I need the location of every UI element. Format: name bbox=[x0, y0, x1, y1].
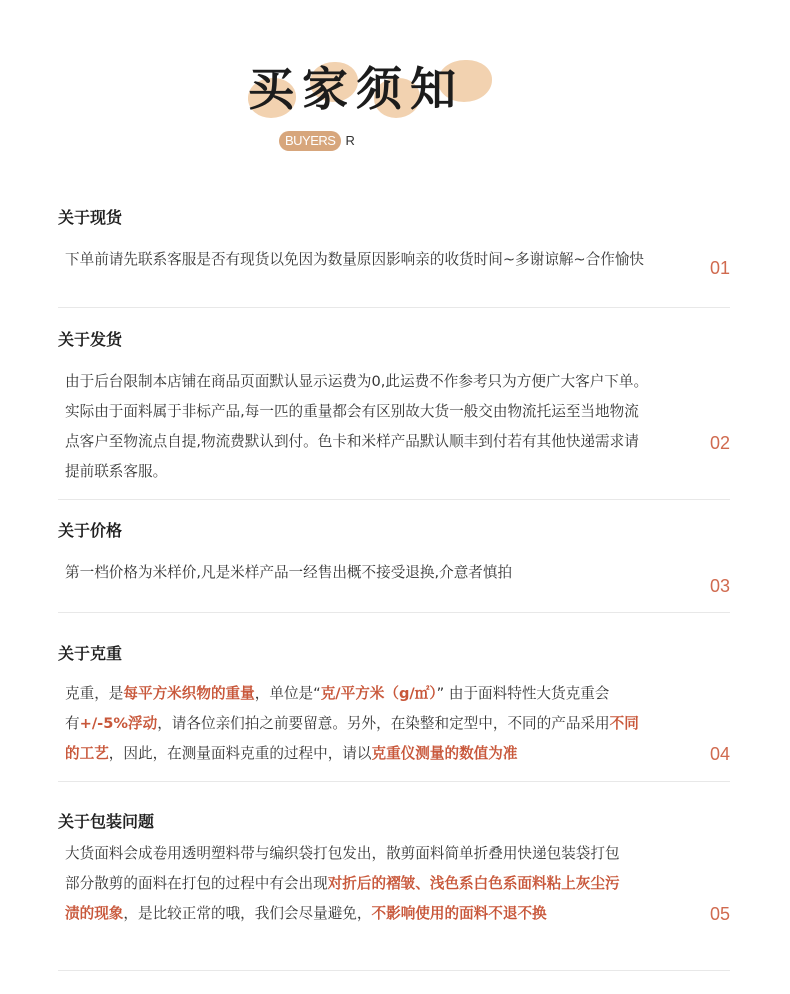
body-line: 提前联系客服。 bbox=[65, 463, 168, 480]
section-price bbox=[58, 519, 730, 599]
section-title: 关于包装问题 bbox=[58, 812, 155, 831]
divider bbox=[58, 781, 730, 782]
text: ，请各位亲们拍之前要留意。另外，在染整和定型中，不同的产品采用 bbox=[157, 715, 610, 732]
body-line: 实际由于面料属于非标产品,每一匹的重量都会有区别故大货一般交由物流托运至当地物流 bbox=[65, 403, 639, 420]
section-number: 01 bbox=[709, 258, 730, 278]
section-title: 关于价格 bbox=[58, 521, 123, 540]
highlight-text: 克重仪测量的数值为准 bbox=[371, 745, 518, 762]
text: 有 bbox=[65, 715, 80, 732]
section-title: 关于现货 bbox=[58, 208, 123, 227]
section-body bbox=[65, 558, 695, 588]
subtitle-rest: R bbox=[345, 133, 355, 148]
highlight-text: 不同 bbox=[609, 715, 639, 732]
body-line bbox=[65, 709, 695, 739]
subtitle-pill: BUYERS bbox=[279, 131, 341, 151]
text: 部分散剪的面料在打包的过程中有会出现 bbox=[65, 875, 328, 892]
body-line bbox=[65, 869, 695, 899]
section-body bbox=[65, 839, 695, 929]
body-line bbox=[65, 679, 695, 709]
divider bbox=[58, 499, 730, 500]
section-weight bbox=[58, 642, 730, 772]
text: ，单位是“ bbox=[254, 685, 321, 702]
section-number: 02 bbox=[709, 433, 730, 453]
page-title: 买家须知 bbox=[248, 62, 464, 116]
subtitle bbox=[279, 131, 355, 151]
section-shipping bbox=[58, 328, 730, 488]
text: ，因此，在测量面料克重的过程中，请以 bbox=[108, 745, 372, 762]
divider bbox=[58, 612, 730, 613]
body-line: 点客户至物流点自提,物流费默认到付。色卡和米样产品默认顺丰到付若有其他快递需求请 bbox=[65, 433, 639, 450]
highlight-text: +/-5%浮动 bbox=[79, 715, 158, 732]
body-line bbox=[65, 899, 695, 929]
divider bbox=[58, 307, 730, 308]
section-body bbox=[65, 245, 695, 275]
section-stock bbox=[58, 206, 730, 286]
section-number: 03 bbox=[709, 576, 730, 596]
body-line bbox=[65, 739, 695, 769]
text: ，是比较正常的哦，我们会尽量避免， bbox=[123, 905, 372, 922]
section-number: 05 bbox=[709, 904, 730, 924]
body-line: 大货面料会成卷用透明塑料带与编织袋打包发出，散剪面料简单折叠用快递包装袋打包 bbox=[65, 845, 620, 862]
section-title: 关于发货 bbox=[58, 330, 123, 349]
section-body bbox=[65, 679, 695, 769]
highlight-text: 对折后的褶皱、浅色系白色系面料粘上灰尘污 bbox=[327, 875, 620, 892]
divider bbox=[58, 970, 730, 971]
highlight-text: 每平方米织物的重量 bbox=[123, 685, 255, 702]
section-number: 04 bbox=[709, 744, 730, 764]
header bbox=[0, 0, 790, 170]
highlight-text: 渍的现象 bbox=[65, 905, 124, 922]
highlight-text: 不影响使用的面料不退不换 bbox=[371, 905, 547, 922]
body-line: 下单前请先联系客服是否有现货以免因为数量原因影响亲的收货时间~多谢谅解~合作愉快 bbox=[65, 251, 645, 268]
section-title: 关于克重 bbox=[58, 644, 123, 663]
text: 克重，是 bbox=[65, 685, 124, 702]
highlight-text: 的工艺 bbox=[65, 745, 109, 762]
text: ” 由于面料特性大货克重会 bbox=[436, 685, 610, 702]
title-block bbox=[248, 58, 498, 120]
body-line: 第一档价格为米样价,凡是米样产品一经售出概不接受退换,介意者慎拍 bbox=[65, 564, 513, 581]
highlight-text: 克/平方米（g/㎡） bbox=[320, 685, 437, 702]
body-line: 由于后台限制本店铺在商品页面默认显示运费为0,此运费不作参考只为方便广大客户下单。 bbox=[65, 373, 649, 390]
section-packaging bbox=[58, 810, 730, 940]
section-body bbox=[65, 367, 695, 487]
